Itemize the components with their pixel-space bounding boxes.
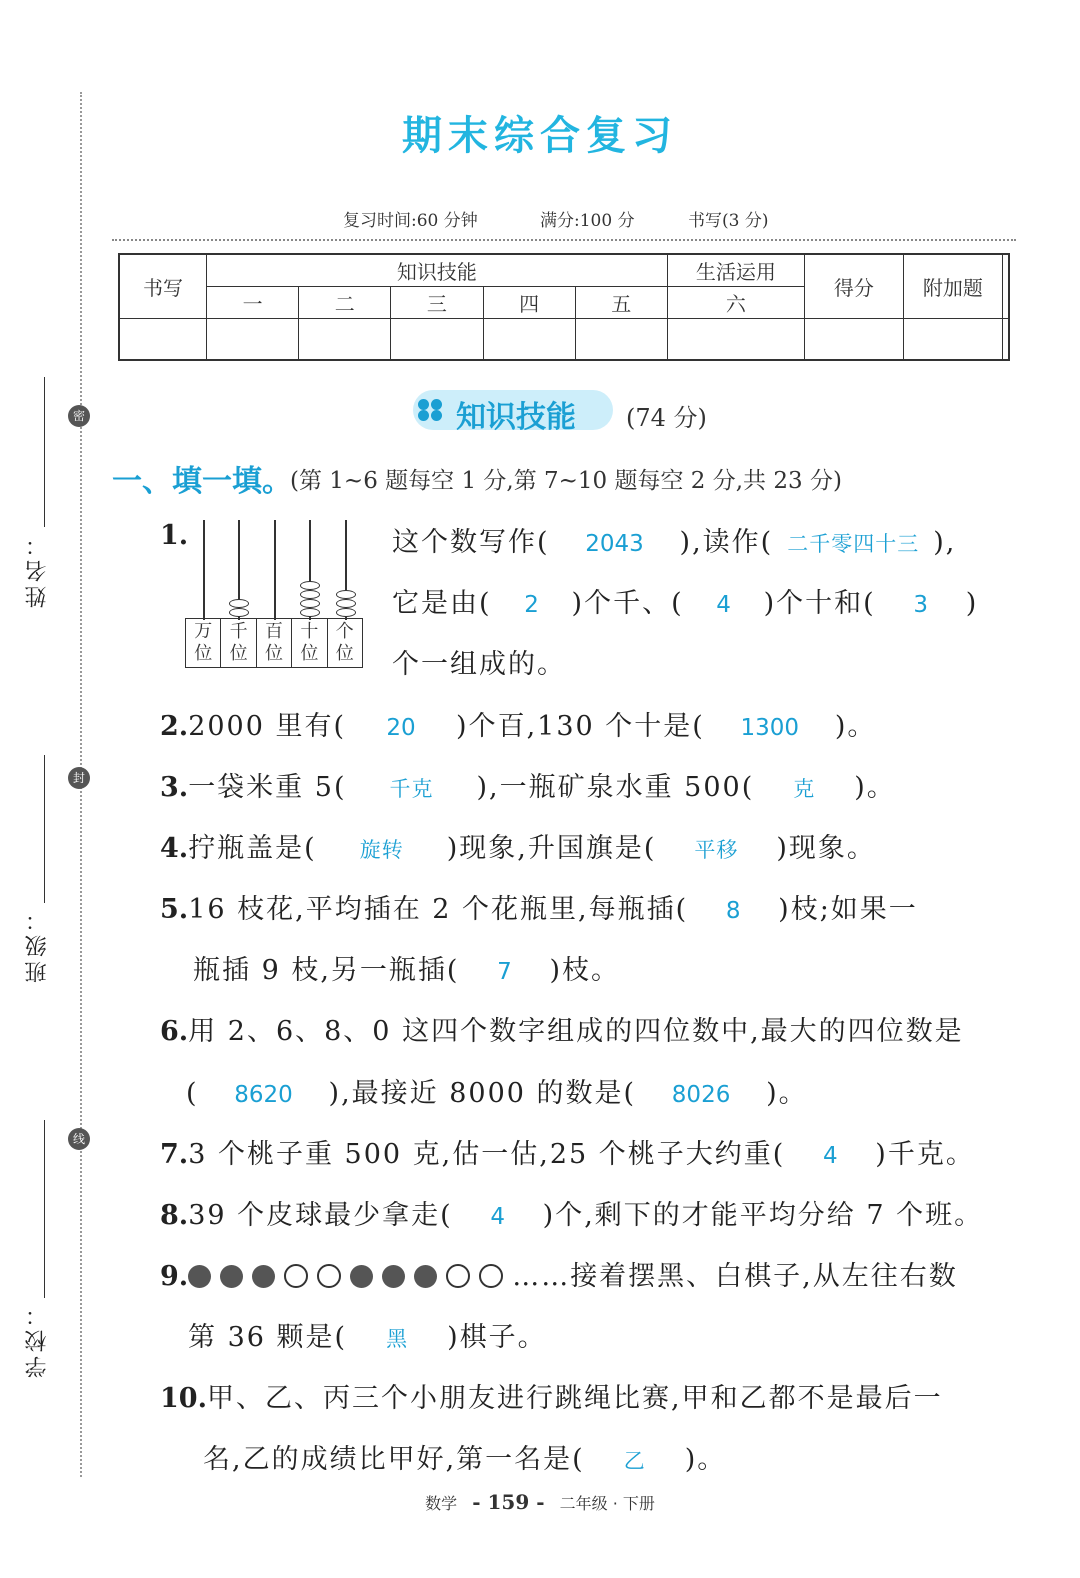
- q1-answer-3: 2: [524, 592, 539, 618]
- q10-answer-1: 乙: [623, 1449, 646, 1473]
- q6-line-1: 6.用 2、6、8、0 这四个数字组成的四位数中,最大的四位数是: [160, 1016, 964, 1047]
- footer-grade: 二年级 · 下册: [559, 1494, 655, 1513]
- abacus-place-3: 十 位: [292, 619, 327, 668]
- page-footer: [0, 1490, 1080, 1514]
- review-time: 复习时间:60 分钟: [343, 211, 478, 231]
- seal-mark-mi: 密: [68, 405, 90, 427]
- q1-number: 1.: [160, 520, 189, 551]
- q5-answer-2: 7: [497, 959, 512, 985]
- q7: 7.3 个桃子重 500 克,估一估,25 个桃子大约重( 4 )千克。: [160, 1139, 975, 1170]
- abacus-place-0: 万 位: [186, 619, 221, 668]
- class-field-line[interactable]: [44, 755, 45, 903]
- q5-line-1: 5.16 枝花,平均插在 2 个花瓶里,每瓶插( 8 )枝;如果一: [160, 894, 918, 925]
- section-points: (74 分): [626, 404, 707, 432]
- part-heading: 一、填一填。: [112, 464, 292, 499]
- black-stone: [350, 1265, 373, 1288]
- score-cell[interactable]: [1002, 318, 1009, 360]
- black-stone: [252, 1265, 275, 1288]
- score-header-application: 生活运用: [667, 254, 804, 286]
- q2-answer-1: 20: [386, 715, 416, 741]
- q1-line-2: 它是由( 2 )个千、( 4 )个十和( 3 ): [392, 588, 979, 619]
- q6-line-2: ( 8620 ),最接近 8000 的数是( 8026 )。: [186, 1078, 808, 1109]
- q1-answer-4: 4: [716, 592, 731, 618]
- q1-line-3: 个一组成的。: [392, 649, 566, 680]
- q6-answer-1: 8620: [234, 1082, 293, 1108]
- q1-answer-1: 2043: [585, 531, 644, 557]
- white-stone: [446, 1264, 470, 1288]
- score-cell[interactable]: [804, 318, 903, 360]
- page-title: 期末综合复习: [402, 113, 678, 159]
- black-stone: [382, 1265, 405, 1288]
- q4-answer-1: 旋转: [359, 838, 404, 862]
- q9-answer-1: 黑: [386, 1327, 409, 1351]
- black-stone: [220, 1265, 243, 1288]
- score-table: [118, 253, 1010, 361]
- part-scoring-note: (第 1~6 题每空 1 分,第 7~10 题每空 2 分,共 23 分): [290, 468, 842, 494]
- abacus-bead: [336, 590, 356, 599]
- white-stone: [284, 1264, 308, 1288]
- q3-answer-1: 千克: [389, 777, 434, 801]
- abacus: [185, 520, 363, 670]
- class-label: 班级：: [25, 905, 50, 983]
- score-cell[interactable]: [667, 318, 804, 360]
- abacus-place-1: 千 位: [221, 619, 256, 668]
- page-number: - 159 -: [472, 1490, 545, 1514]
- section-title: 知识技能: [456, 400, 576, 435]
- q2-answer-2: 1300: [740, 715, 800, 741]
- q4-answer-2: 平移: [694, 838, 739, 862]
- score-header-writing: 书写: [119, 254, 207, 318]
- score-cell[interactable]: [903, 318, 1002, 360]
- abacus-bead: [300, 608, 320, 617]
- abacus-bead: [336, 608, 356, 617]
- q7-answer-1: 4: [822, 1143, 838, 1169]
- abacus-place-labels: [185, 618, 363, 668]
- score-cell[interactable]: [483, 318, 575, 360]
- score-header-knowledge: 知识技能: [207, 254, 668, 286]
- footer-subject: 数学: [425, 1494, 458, 1513]
- abacus-bead: [336, 599, 356, 608]
- clover-icon: [418, 399, 444, 421]
- q1-line-1: 这个数写作( 2043 ),读作( 二千零四十三 ),: [392, 527, 957, 558]
- score-col-1: 一: [207, 286, 299, 318]
- q1-answer-5: 3: [913, 592, 929, 618]
- q5-line-2: 瓶插 9 枝,另一瓶插( 7 )枝。: [193, 955, 621, 986]
- q2: 2.2000 里有( 20 )个百,130 个十是( 1300 )。: [160, 711, 877, 742]
- q10-line-2: 名,乙的成绩比甲好,第一名是( 乙 )。: [203, 1444, 727, 1475]
- seal-mark-feng: 封: [68, 767, 90, 789]
- black-stone: [414, 1265, 437, 1288]
- score-col-4: 四: [483, 286, 575, 318]
- abacus-bead: [229, 599, 249, 608]
- abacus-bead: [300, 581, 320, 590]
- score-cell[interactable]: [299, 318, 391, 360]
- score-col-2: 二: [299, 286, 391, 318]
- abacus-place-4: 个 位: [327, 619, 362, 668]
- q9-line-1: 9. ……接着摆黑、白棋子,从左往右数: [160, 1261, 958, 1292]
- score-col-5: 五: [575, 286, 667, 318]
- abacus-place-2: 百 位: [256, 619, 291, 668]
- abacus-bead: [300, 590, 320, 599]
- abacus-bead: [300, 599, 320, 608]
- score-header-bonus: 附加题: [903, 254, 1002, 318]
- q8: 8.39 个皮球最少拿走( 4 )个,剩下的才能平均分给 7 个班。: [160, 1200, 984, 1231]
- writing-score: 书写(3 分): [688, 211, 769, 231]
- q5-answer-1: 8: [725, 898, 741, 924]
- score-col-3: 三: [391, 286, 483, 318]
- abacus-bead: [229, 608, 249, 617]
- q3-answer-2: 克: [793, 777, 816, 801]
- score-cell[interactable]: [207, 318, 299, 360]
- q6-answer-2: 8026: [671, 1082, 731, 1108]
- black-stone: [188, 1265, 211, 1288]
- q9-line-2: 第 36 颗是( 黑 )棋子。: [188, 1322, 547, 1353]
- chess-stones-row: [188, 1261, 512, 1292]
- name-field-line[interactable]: [44, 377, 45, 527]
- name-label: 姓名：: [25, 530, 50, 608]
- school-field-line[interactable]: [44, 1120, 45, 1298]
- q8-answer-1: 4: [490, 1204, 505, 1230]
- q10-line-1: 10.甲、乙、丙三个小朋友进行跳绳比赛,甲和乙都不是最后一: [160, 1383, 943, 1414]
- score-col-6: 六: [667, 286, 804, 318]
- score-cell[interactable]: [575, 318, 667, 360]
- seal-mark-xian: 线: [68, 1128, 90, 1150]
- full-score: 满分:100 分: [540, 211, 635, 231]
- white-stone: [479, 1264, 503, 1288]
- header-divider: [112, 239, 1016, 241]
- white-stone: [317, 1264, 341, 1288]
- q4: 4.拧瓶盖是( 旋转 )现象,升国旗是( 平移 )现象。: [160, 833, 876, 864]
- q1-answer-2: 二千零四十三: [787, 532, 920, 556]
- school-label: 学校：: [25, 1300, 50, 1378]
- q3: 3.一袋米重 5( 千克 ),一瓶矿泉水重 500( 克 )。: [160, 772, 896, 803]
- score-header-total: 得分: [804, 254, 903, 318]
- score-cell[interactable]: [391, 318, 483, 360]
- score-cell[interactable]: [119, 318, 207, 360]
